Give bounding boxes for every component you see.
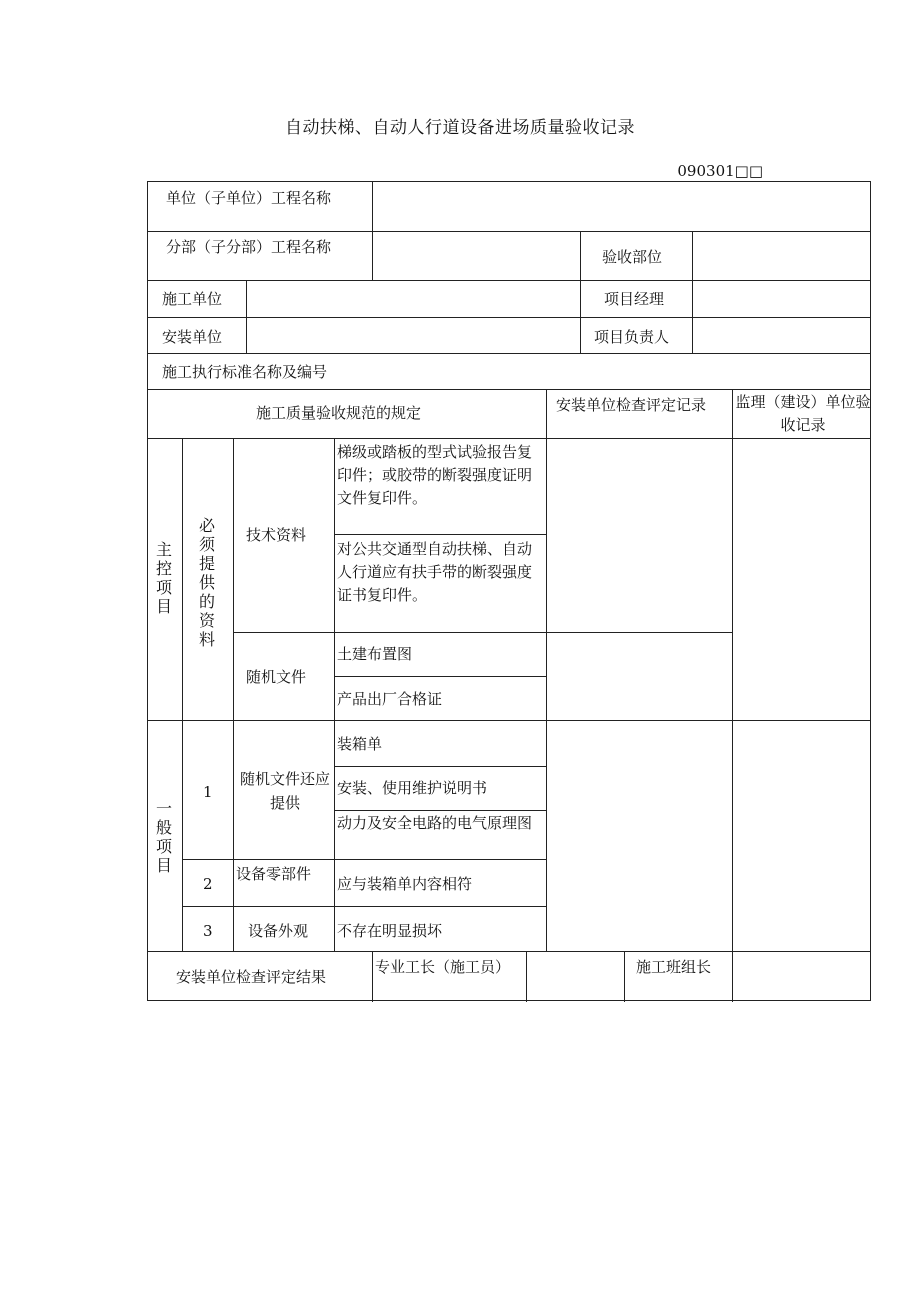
supervision-record-column-header: 监理（建设）单位验收记录: [735, 393, 871, 434]
general-row-no: 2: [203, 875, 213, 893]
general-row-no: 3: [203, 922, 213, 940]
random-doc-item: 土建布置图: [337, 645, 413, 663]
spec-column-header: 施工质量验收规范的规定: [256, 404, 422, 422]
standard-name-label: 施工执行标准名称及编号: [162, 363, 328, 381]
general-row-name: 设备零部件: [236, 865, 312, 883]
random-docs-label: 随机文件: [246, 668, 307, 686]
install-result-label: 安装单位检查评定结果: [176, 968, 327, 986]
general-item: 安装、使用维护说明书: [337, 779, 488, 797]
tech-docs-label: 技术资料: [246, 526, 307, 544]
acceptance-part-label: 验收部位: [602, 248, 663, 266]
general-row-name: 随机文件还应提供: [240, 770, 331, 812]
random-doc-item: 产品出厂合格证: [337, 690, 443, 708]
installation-unit-label: 安装单位: [162, 328, 223, 346]
foreman-label: 专业工长（施工员）: [375, 958, 511, 976]
project-manager-label: 项目经理: [604, 290, 665, 308]
general-item: 装箱单: [337, 735, 383, 753]
general-item: 不存在明显损坏: [337, 922, 443, 940]
install-record-column-header: 安装单位检查评定记录: [556, 396, 707, 414]
required-docs-label: 必须提供的资料: [198, 516, 215, 649]
general-item: 应与装箱单内容相符: [337, 875, 473, 893]
document-title: 自动扶梯、自动人行道设备进场质量验收记录: [285, 118, 635, 138]
construction-unit-label: 施工单位: [162, 290, 223, 308]
unit-project-name-label: 单位（子单位）工程名称: [166, 189, 332, 207]
tech-doc-item: 梯级或踏板的型式试验报告复印件；或胶带的断裂强度证明文件复印件。: [337, 443, 533, 507]
project-leader-label: 项目负责人: [594, 328, 670, 346]
general-item: 动力及安全电路的电气原理图: [337, 814, 533, 832]
general-row-name: 设备外观: [248, 922, 309, 940]
general-row-no: 1: [203, 783, 213, 801]
main-items-label: 主控项目: [155, 540, 172, 616]
general-items-label: 一般项目: [155, 799, 172, 875]
team-leader-label: 施工班组长: [636, 958, 712, 976]
subdivision-project-name-label: 分部（子分部）工程名称: [166, 238, 332, 256]
form-code: 090301□□: [677, 162, 763, 180]
acceptance-record-table: [147, 181, 871, 1001]
tech-doc-item: 对公共交通型自动扶梯、自动人行道应有扶手带的断裂强度证书复印件。: [337, 540, 533, 604]
